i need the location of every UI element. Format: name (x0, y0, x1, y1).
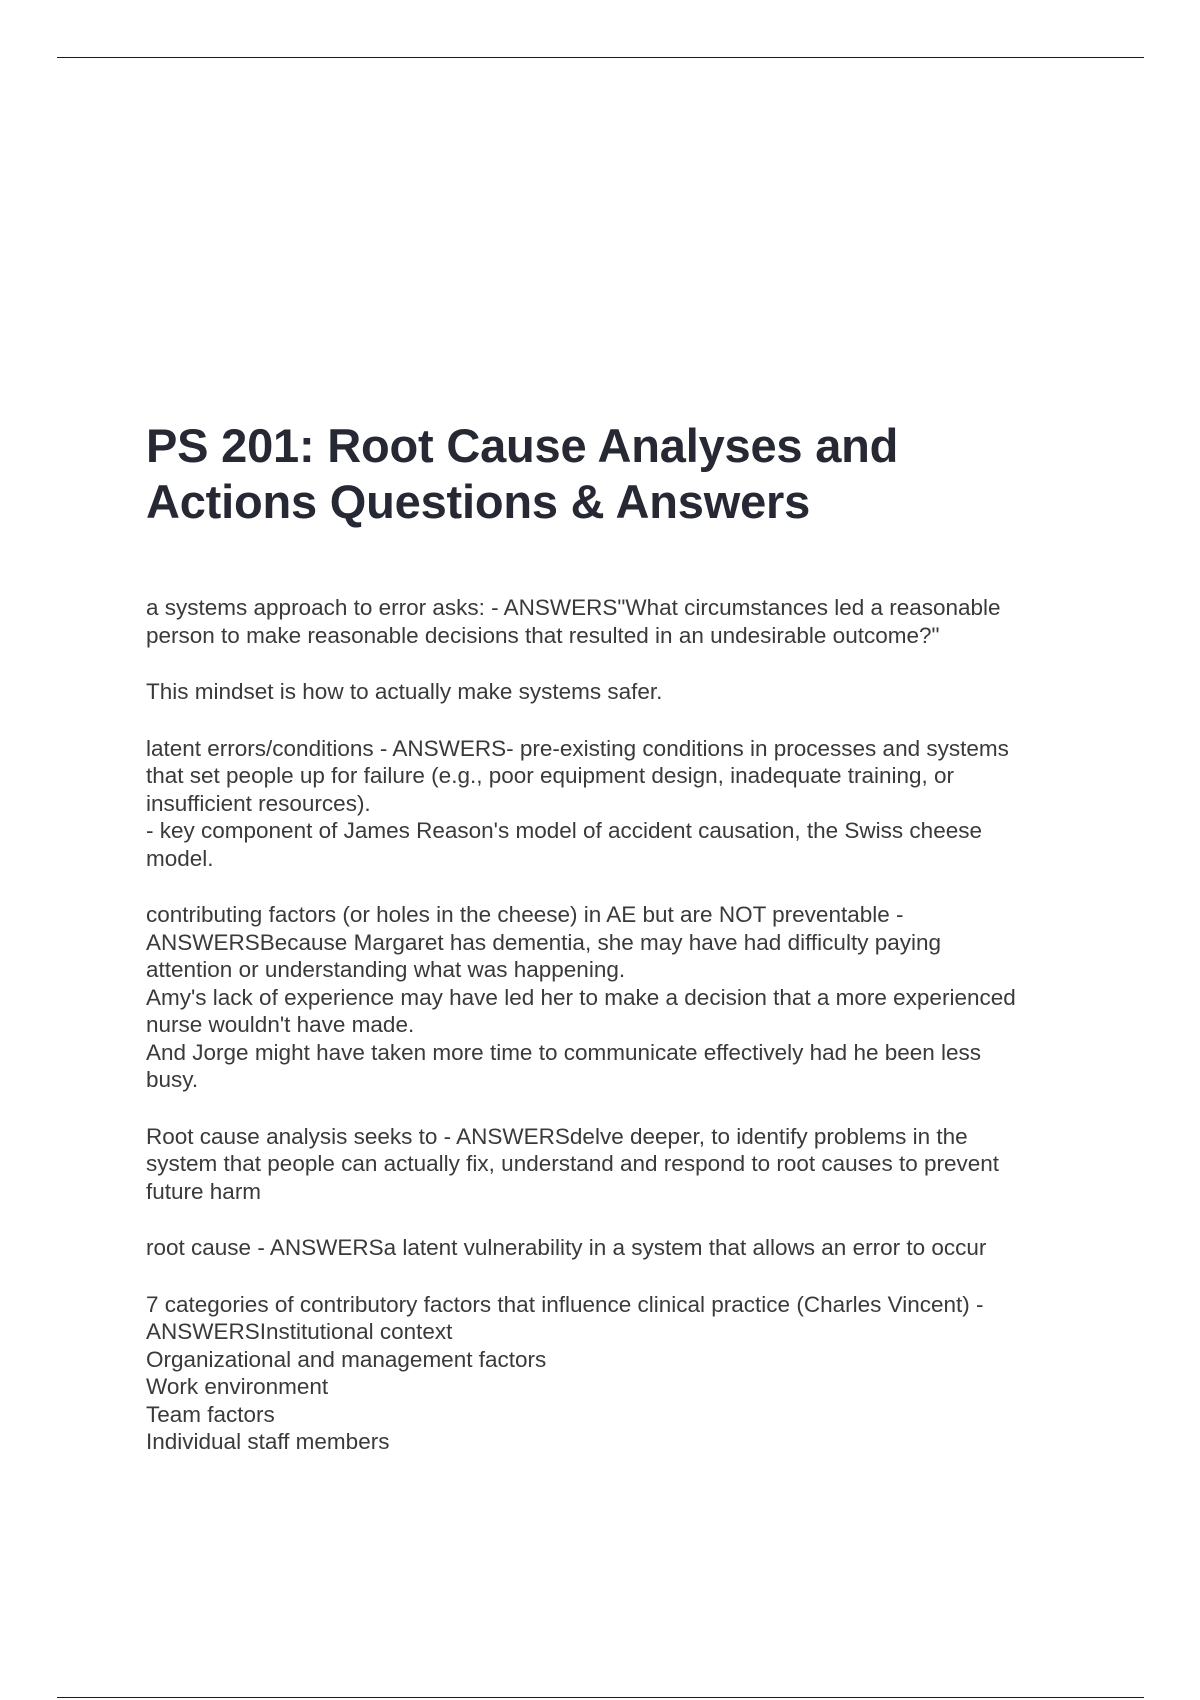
qa-entry-latent-errors (146, 735, 1086, 873)
text-line: model. (146, 845, 214, 871)
qa-entry-root-cause (146, 1234, 1086, 1262)
qa-entry-contributing-factors (146, 901, 1086, 1094)
text-line: future harm (146, 1178, 262, 1204)
text-line: system that people can actually fix, understand and respond to root causes to prevent (146, 1151, 1000, 1176)
qa-entry-mindset (146, 678, 1086, 706)
text-line: root cause - ANSWERSa latent vulnerability in a system that allows an error to occur (146, 1235, 987, 1260)
bottom-divider (57, 1697, 1144, 1698)
text-line: a systems approach to error asks: - ANSWERS"What circumstances led a reasonable (146, 595, 1001, 620)
qa-entry-seven-categories (146, 1291, 1086, 1456)
qa-entry-rca-seeks (146, 1123, 1086, 1206)
text-line: 7 categories of contributory factors that influence clinical practice (Charles Vincent) - (146, 1291, 984, 1317)
text-line: ANSWERSInstitutional context (146, 1319, 453, 1344)
text-line: - key component of James Reason's model of accident causation, the Swiss cheese (146, 818, 982, 843)
text-line: ANSWERSBecause Margaret has dementia, she may have had difficulty paying (146, 929, 941, 955)
text-line: that set people up for failure (e.g., poor equipment design, inadequate training, or (146, 763, 955, 788)
text-line: nurse wouldn't have made. (146, 1012, 415, 1037)
text-line: attention or understanding what was happening. (146, 957, 626, 982)
text-line: Amy's lack of experience may have led her to make a decision that a more experienced (146, 984, 1016, 1010)
text-line: Work environment (146, 1374, 329, 1399)
text-line: And Jorge might have taken more time to communicate effectively had he been less (146, 1039, 982, 1065)
qa-entry-systems-approach (146, 594, 1086, 649)
text-line: busy. (146, 1067, 199, 1092)
text-line: insufficient resources). (146, 790, 371, 816)
text-line: contributing factors (or holes in the cheese) in AE but are NOT preventable - (146, 902, 904, 927)
text-line: Organizational and management factors (146, 1346, 547, 1372)
text-line: Root cause analysis seeks to - ANSWERSdelve deeper, to identify problems in the (146, 1123, 968, 1149)
text-line: Individual staff members (146, 1429, 390, 1454)
document-body (146, 418, 1086, 1485)
page-title (146, 418, 1086, 530)
text-line: person to make reasonable decisions that resulted in an undesirable outcome?" (146, 622, 940, 648)
qa-list (146, 594, 1086, 1456)
title-line-2: Actions Questions & Answers (146, 475, 811, 528)
text-line: Team factors (146, 1401, 275, 1427)
top-divider (57, 57, 1144, 58)
title-line-1: PS 201: Root Cause Analyses and (146, 419, 899, 472)
text-line: latent errors/conditions - ANSWERS- pre-existing conditions in processes and systems (146, 735, 1009, 761)
text-line: This mindset is how to actually make systems safer. (146, 679, 663, 704)
